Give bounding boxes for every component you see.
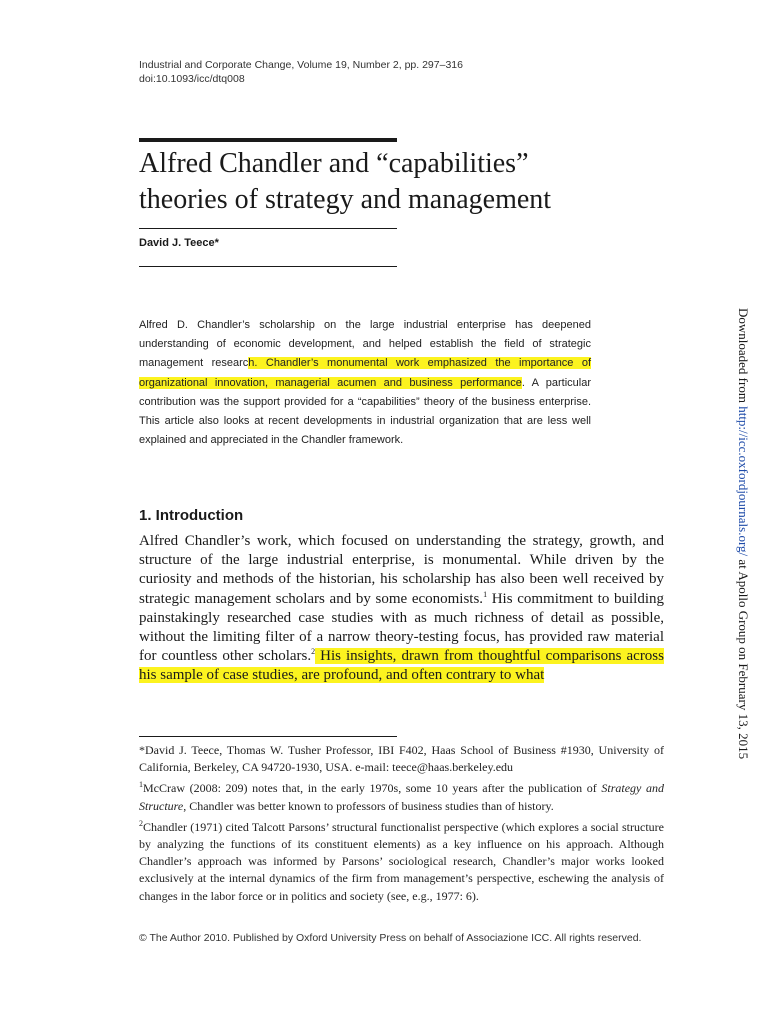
footnote-1-text-a: McCraw (2008: 209) notes that, in the early 1970s, some 10 years after the publication of [143, 781, 602, 796]
abstract [139, 316, 591, 450]
watermark-prefix: Downloaded from [736, 308, 751, 407]
download-watermark [735, 308, 751, 759]
abstract-highlight: h. Chandler’s monumental work emphasized the importance of organizational innovation, managerial acumen and business performance [139, 357, 591, 389]
footnotes [139, 742, 664, 909]
footnote-ref-1[interactable]: 1 [483, 589, 488, 599]
footnote-ref-2[interactable]: 2 [311, 647, 316, 657]
title-rule-bottom [139, 228, 397, 229]
footnote-2 [139, 819, 664, 905]
title-line-1: Alfred Chandler and “capabilities” [139, 148, 529, 179]
footnote-1 [139, 780, 664, 814]
footnote-2-marker: 2 [139, 818, 143, 828]
title-line-2: theories of strategy and management [139, 184, 552, 215]
footnote-1-text-b: , Chandler was better known to professors of business studies than of history. [183, 798, 554, 813]
journal-doi: doi:10.1093/icc/dtq008 [139, 73, 245, 85]
abstract-text-end: . A particular contribution was the support provided for a “capabilities” theory of the business enterprise. This article also looks at recent developments in industrial organization that are less well explained and appreciated in the Chandler framework. [139, 376, 591, 447]
journal-header [139, 58, 463, 86]
copyright-notice: © The Author 2010. Published by Oxford University Press on behalf of Associazione ICC. All rights reserved. [139, 932, 642, 944]
abstract-text-start: Alfred D. Chandler’s scholarship on the large industrial enterprise has deepened understanding of economic development, and helped establish the field of strategic management researc [139, 319, 591, 370]
section-heading: 1. Introduction [139, 507, 244, 524]
footnote-author: *David J. Teece, Thomas W. Tusher Professor, IBI F402, Haas School of Business #1930, University of California, Berkeley, CA 94720-1930, USA. e-mail: teece@haas.berkeley.edu [139, 743, 664, 775]
author-name: David J. Teece* [139, 237, 219, 249]
watermark-suffix: at Apollo Group on February 13, 2015 [736, 556, 751, 760]
journal-citation: Industrial and Corporate Change, Volume 19, Number 2, pp. 297–316 [139, 59, 463, 71]
intro-text-1: Alfred Chandler’s work, which focused on understanding the strategy, growth, and structure of the large industrial enterprise, is monumental. While driven by the curiosity and methods of the historian, his scholarship has also been well received by strategic management scholars and by some economists. [139, 533, 664, 607]
footnote-1-book-title: Strategy and Structure [139, 781, 664, 813]
title-rule-top [139, 138, 397, 142]
author-rule [139, 266, 397, 267]
journal-link[interactable]: http://icc.oxfordjournals.org/ [736, 406, 751, 557]
intro-paragraph [139, 532, 664, 686]
article-title [139, 146, 659, 218]
footnote-1-marker: 1 [139, 780, 143, 790]
footnote-2-text: Chandler (1971) cited Talcott Parsons’ structural functionalist perspective (which explores a social structure by analyzing the functions of its constituent elements) as a key influence on his approach. Although Chandler’s approach was informed by Parsons’ sociological research, Chandler’s major works looked exclusively at the internal dynamics of the firm from management’s perspective, eschewing the analysis of changes in the labor force or in politics and society (see, e.g., 1977: 6). [139, 819, 664, 903]
intro-text-2: His commitment to building painstakingly researched case studies with as much richness of detail as possible, without the limiting filter of a narrow theory-testing focus, has provided raw material for countless other scholars. [139, 590, 664, 665]
intro-highlight: His insights, drawn from thoughtful comparisons across his sample of case studies, are profound, and often contrary to what [139, 648, 664, 684]
footnote-rule [139, 736, 397, 737]
